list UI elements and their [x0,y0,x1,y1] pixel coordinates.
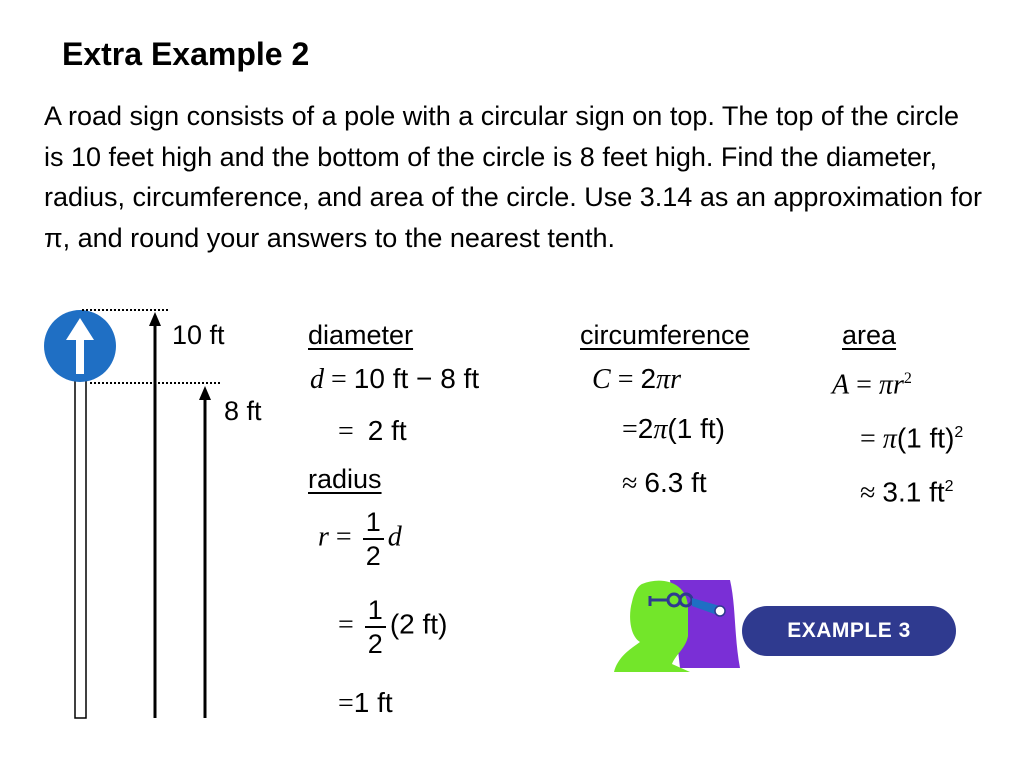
mascot-icon [612,576,742,676]
height-arrow-10ft [149,312,161,718]
label-8ft: 8 ft [224,396,262,426]
diameter-step-2: = 2 ft [338,415,407,447]
circumference-step-3: ≈ 6.3 ft [622,467,707,499]
height-arrow-8ft [199,386,211,718]
radius-heading: radius [308,464,382,494]
sign-pole [75,372,86,718]
circumference-step-2: =2π(1 ft) [622,413,725,445]
area-step-1: $A = \pi r^2$ [832,369,912,401]
diameter-step-1: d = 10 ft − 8 ft [310,363,480,395]
fraction-one-half: $\frac{1}{2}$ [365,596,386,658]
road-sign-circle [44,310,116,382]
area-heading: area [842,320,897,350]
area-step-3: ≈ 3.1 $ft^2$ [860,476,954,509]
radius-step-3: =1 ft [338,687,393,719]
label-10ft: 10 ft [172,320,225,350]
area-step-2: = π(1 ft)$^2$ [860,422,964,455]
problem-statement: A road sign consists of a pole with a circular sign on top. The top of the circle is 10 feet high and the bottom of the circle is 8 feet high. Find the diameter, radius, circumference, and area of the circle. Use 3.14 as an approximation for π, and round your answers to the nearest tenth. [44,101,982,253]
example-3-button[interactable]: EXAMPLE 3 [742,606,956,656]
circumference-step-1: C = 2πr [592,363,681,395]
radius-step-2: = $\frac{1}{2}$ (2 ft) [338,595,448,659]
radius-step-1: r = $\frac{1}{2}$ d [318,507,402,571]
page-title: Extra Example 2 [62,36,310,72]
diameter-heading: diameter [308,320,414,350]
circumference-heading: circumference [580,320,750,350]
fraction-one-half: $\frac{1}{2}$ [363,508,384,570]
